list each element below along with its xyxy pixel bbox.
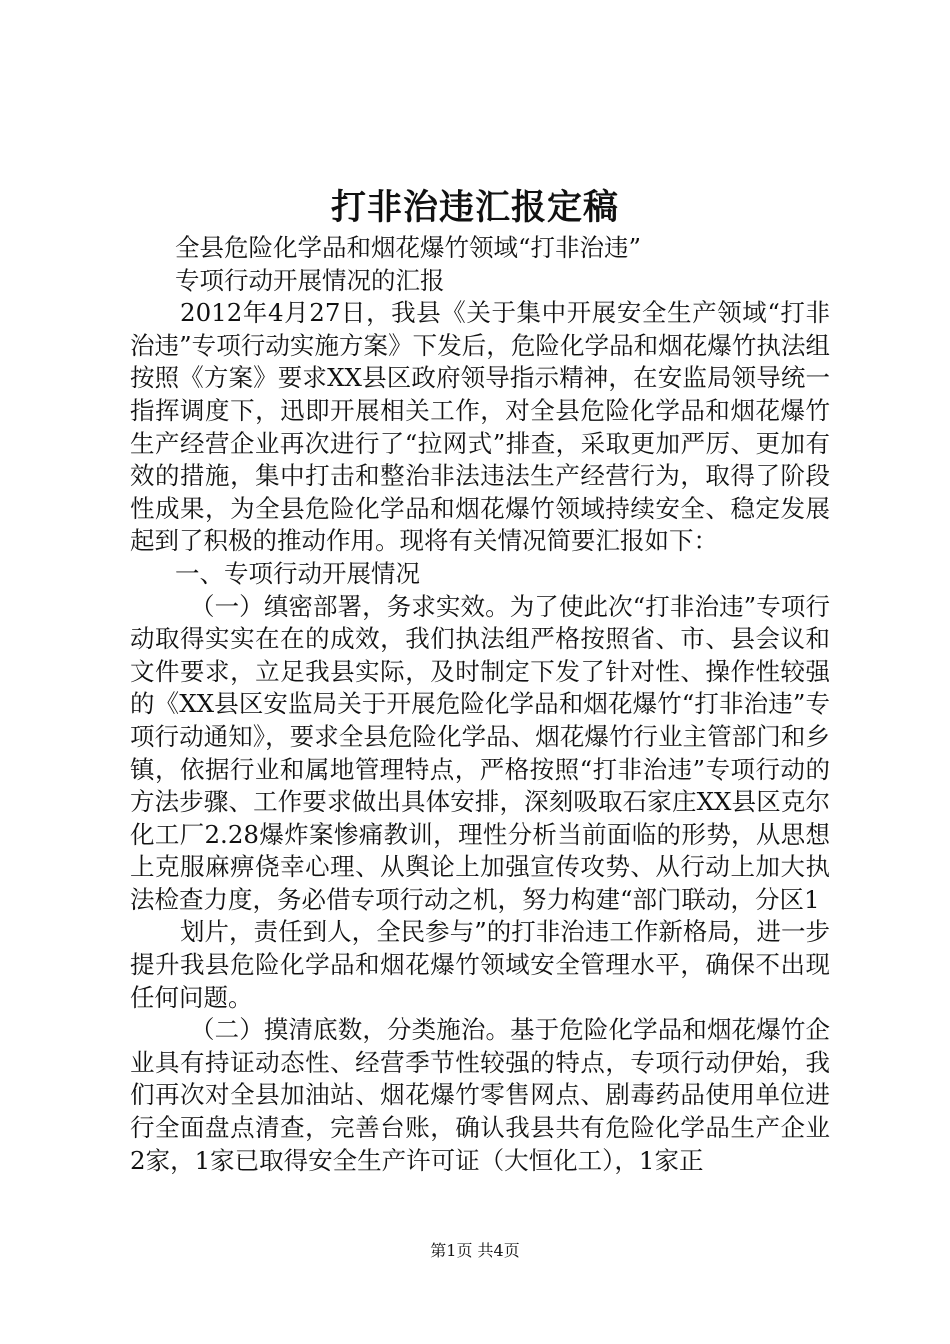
document-body	[130, 232, 830, 1177]
paragraph-section-1-1: （一）缜密部署，务求实效。为了使此次“打非治违”专项行动取得实实在在的成效，我们执法组严格按照省、市、县会议和文件要求，立足我县实际，及时制定下发了针对性、操作性较强的《XX县区安监局关于开展危险化学品和烟花爆竹“打非治违”专项行动通知》，要求全县危险化学品、烟花爆竹行业主管部门和乡镇，依据行业和属地管理特点，严格按照“打非治违”专项行动的方法步骤、工作要求做出具体安排，深刻吸取石家庄XX县区克尔化工厂2.28爆炸案惨痛教训，理性分析当前面临的形势，从思想上克服麻痹侥幸心理、从舆论上加强宣传攻势、从行动上加大执法检查力度，务必借专项行动之机，努力构建“部门联动，分区1	[130, 591, 830, 914]
subtitle-line-1: 全县危险化学品和烟花爆竹领域“打非治违”	[175, 233, 642, 262]
page-indicator: 第1页 共4页	[430, 1241, 520, 1260]
document-title: 打非治违汇报定稿	[330, 187, 619, 228]
paragraph-intro: 2012年4月27日，我县《关于集中开展安全生产领域“打非治违”专项行动实施方案》下发后，危险化学品和烟花爆竹执法组按照《方案》要求XX县区政府领导指示精神，在安监局领导统一指挥调度下，迅即开展相关工作，对全县危险化学品和烟花爆竹生产经营企业再次进行了“拉网式”排查，采取更加严厉、更加有效的措施，集中打击和整治非法违法生产经营行为，取得了阶段性成果，为全县危险化学品和烟花爆竹领域持续安全、稳定发展起到了积极的推动作用。现将有关情况简要汇报如下：	[130, 298, 830, 556]
subtitle-line-2: 专项行动开展情况的汇报	[175, 265, 445, 295]
paragraph-continuation: 划片，责任到人，全民参与”的打非治违工作新格局，进一步提升我县危险化学品和烟花爆竹领域安全管理水平，确保不出现任何问题。	[130, 917, 830, 1012]
section-heading-1: 一、专项行动开展情况	[175, 558, 420, 588]
paragraph-section-1-2: （二）摸清底数，分类施治。基于危险化学品和烟花爆竹企业具有持证动态性、经营季节性较强的特点，专项行动伊始，我们再次对全县加油站、烟花爆竹零售网点、剧毒药品使用单位进行全面盘点清查，完善台账，确认我县共有危险化学品生产企业2家，1家已取得安全生产许可证（大恒化工），1家正	[130, 1015, 830, 1175]
